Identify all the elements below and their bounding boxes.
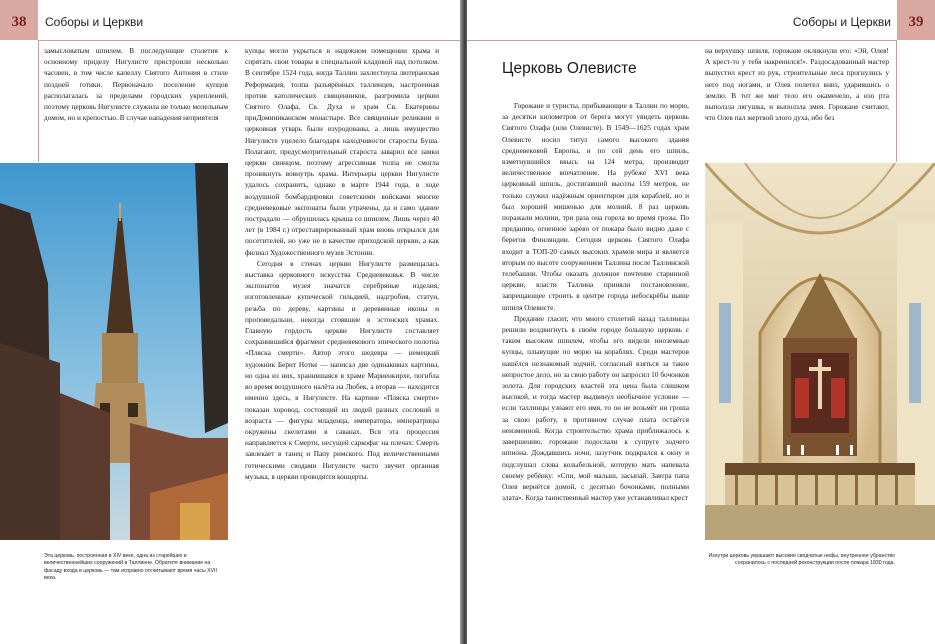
paragraph: купцы могли укрыться в надежном помещении храма и спрятать свои товары в специальной кладовой над потолком. В сентябре 1524 года, когда Таллин захлестнула лютеранская Реформация, толпа разъярённых таллинцев, настроенная против католических священников, разгромила церкви Святого Олафа, Св. Духа и храм Св. Екатерины приДоминиканском монастыре. Все священные реликвии и церковная утварь были изуродованы, а лишь имущество Нигулисте уцелело благодаря находчивости старосты Буша. Полагают, предусмотрительный староста заварил все замки церкви свинцом, поэтому агрессивная толпа не смогла проникнуть вовнутрь храма. Интерьеры церкви Нигулисте удалось сохранить, однако в марте 1944 года, в ходе воздушной бомбардировки советскими войсками многие средневековые экспонаты были утрачены, да и само здание пострадало — обрушилась крыша со шпилем. Лишь через 40 лет (в 1984 г.) отреставрированный храм вновь открылся для посетителей, но уже не в качестве приходской церкви, а как филиал Художественного музея Эстонии. bbox=[245, 46, 439, 257]
left-photo-caption: Эта церковь, построенная в XIV веке, одна из старейших и величественнейших сооружений в Таллинне. Обратите внимание на фасаду входа в церковь — там исправно отсчитывают время часы XVII века. bbox=[44, 553, 217, 582]
left-intro-column bbox=[44, 45, 228, 123]
right-side-column bbox=[705, 45, 889, 123]
church-interior-photo bbox=[705, 163, 935, 540]
paragraph: на верхушку шпиля, горожане окликнули его: «Эй, Олев! А крест-то у тебя накренился!». Раздосадованный мастер выпустил крест из рук, строительные леса прогнулись у него под ногами, и Олев полетел вниз, ударившись о землю. В тот же миг тело его окаменело, а изо рта выползла лягушка, и выползла змея. Горожане считают, что Олев пал жертвой злого духа, ибо без bbox=[705, 46, 889, 123]
paragraph: Сегодня в стенах церкви Нигулисте размещалась выставка церковного искусства Средневековья. В числе экспонатов музея значатся серебряные изделия, изготовленные купеческой гильдией, надгробия, статуи, резьба по дереву, картины и деревянные иконы и проповедальни, некогда стоявшие в эстонских храмах. Главную гордость церкви Нигулисте составляет сохранившийся фрагмент средневекового эпического полотна «Пляска смерти». Автор этого шедевра — немецкий художник Бернт Нотке — написал две одинаковых картины, но одна из них, хранившаяся в храме Мариенкирхе, погибла во время воздушного налёта на Любек, а вторая — находится именно здесь, в Нигулисте. На картине «Пляска смерти» показан хоровод, состоящий из людей разных сословий и возраста — фигуры младенца, императора, императрицы окружены скелетами в саванах. Вся эта процессия направляется к Смерти, несущей саркофаг на плечах: Смерть завлекает в танец и Папу римского. Под величественными готическими сводами Нигулисте часто звучит органная музыка, в церкви проводятся концерты. bbox=[245, 258, 439, 481]
right-page bbox=[467, 0, 935, 644]
left-page-number: 38 bbox=[0, 0, 38, 40]
column-divider bbox=[38, 40, 39, 162]
left-section-title: Соборы и Церкви bbox=[45, 15, 144, 29]
header-rule bbox=[467, 40, 897, 41]
right-page-number: 39 bbox=[897, 0, 935, 40]
right-main-column bbox=[502, 100, 689, 503]
article-title: Церковь Олевисте bbox=[502, 60, 637, 77]
header-rule bbox=[38, 40, 463, 41]
paragraph: Предание гласит, что много столетий назад таллинцы решили воздвигнуть в своём городе большую церковь с таким высоким шпилем, чтобы его видели иноземные купцы, плывущие по морю на кораблях. Среди мастеров нашёлся незнакомый зодчий, согласный взяться за такое непростое дело, но за свою работу он запросил 10 бочонков золота. Для городских властей эта цена была слишком высокой, и тогда мастер выдвинул необычное условие — если таллинцы узнают его имя, то он не возьмёт ни гроша за свою работу, в противном случае плата остаётся неизменной. Когда строительство храма приближалось к завершению, горожане подослали к супруге зодчего шпиона. Дождавшись ночи, лазутчик подкрался к окну и подслушал слова колыбельной, которую мать напевала своему ребёнку: «Спи, мой малыш, засыпай. Завтра папа Олев вернётся домой, с десятью бочонками, полными злата». Когда таинственный мастер уже устанавливал крест bbox=[502, 313, 689, 503]
right-photo-caption: Изнутри церковь украшают высокие сводчатые нефы, внутреннее убранство сохранилось с последней реконструкции после пожара 1830 года. bbox=[708, 553, 895, 567]
right-page-header bbox=[467, 0, 935, 40]
left-main-column bbox=[245, 45, 439, 482]
left-page bbox=[0, 0, 463, 644]
paragraph: Горожане и туристы, прибывающие в Таллин по морю, за десятки километров от берега могут увидеть церковь Святого Олафа (или Олевисте). В 1549—1625 годах храм Олевисте носил титул самого высокого здания средневековой Европы, и по сей день его шпиль, взметнувшийся ввысь на 124 метра, производит величественное впечатление. На рубеже XVI века церковный шпиль, достигавший высоты 159 метров, не только служил надёжным ориентиром для кораблей, но и был хорошей мишенью для молний. 8 раз церковь поражали молнии, три раза она горела во время грозы. По преданию, огненное зарево от пожара было видно даже с берегов Финляндии. Сегодня церковь Святого Олафа входит в ТОП-20 самых высоких храмов мира и является вторым по высоте сооружением Таллина после Таллинской телебашни. Чтобы оказать должное почтение старинной церкви, власти Таллина приняли постановление, запрещающее строить в центре города небоскрёбы выше шпиля Олевисте. bbox=[502, 101, 689, 312]
church-tower-photo bbox=[0, 163, 228, 540]
column-divider bbox=[896, 40, 897, 162]
left-page-header bbox=[0, 0, 463, 40]
intro-paragraph: замысловатым шпилем. В последующие столетия к основному приделу Нигулисте пристроили несколько часовен, в том числе капеллу Святого Антония в стиле поздней готики. Первоначало поселение купцов располагалась за пределами городских укреплений, поэтому церковь Нигулисте служила не только молельным домом, но и крепостью. В случае нападения неприятеля bbox=[44, 46, 228, 123]
right-section-title: Соборы и Церкви bbox=[792, 15, 891, 29]
